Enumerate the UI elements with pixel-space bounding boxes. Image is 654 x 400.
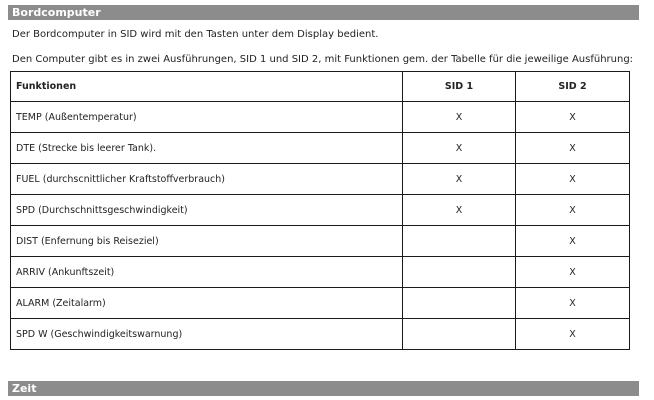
sid1-cell: X [403,133,516,164]
functions-table [10,71,630,350]
sid1-cell: X [403,195,516,226]
sid2-cell: X [516,102,630,133]
sid2-cell: X [516,195,630,226]
sid2-cell: X [516,257,630,288]
sid2-cell: X [516,133,630,164]
sid1-cell: X [403,102,516,133]
sid1-cell [403,288,516,319]
sid2-cell: X [516,226,630,257]
sid2-cell: X [516,319,630,350]
sid1-cell [403,226,516,257]
table-row [11,257,630,288]
function-cell: DIST (Enfernung bis Reiseziel) [11,226,403,257]
sid2-cell: X [516,164,630,195]
table-row [11,288,630,319]
sid2-cell: X [516,288,630,319]
function-cell: SPD (Durchschnittsgeschwindigkeit) [11,195,403,226]
column-header-sid2: SID 2 [516,72,630,102]
table-row [11,195,630,226]
table-row [11,102,630,133]
column-header-sid1: SID 1 [403,72,516,102]
intro-paragraph-1: Der Bordcomputer in SID wird mit den Tasten unter dem Display bedient. [12,29,379,40]
function-cell: ALARM (Zeitalarm) [11,288,403,319]
sid1-cell: X [403,164,516,195]
table-row [11,226,630,257]
function-cell: FUEL (durchscnittlicher Kraftstoffverbrauch) [11,164,403,195]
table-header-row [11,72,630,102]
table-row [11,164,630,195]
function-cell: DTE (Strecke bis leerer Tank). [11,133,403,164]
section-header-bordcomputer: Bordcomputer [8,5,639,20]
sid1-cell [403,257,516,288]
function-cell: TEMP (Außentemperatur) [11,102,403,133]
sid1-cell [403,319,516,350]
function-cell: SPD W (Geschwindigkeitswarnung) [11,319,403,350]
function-cell: ARRIV (Ankunftszeit) [11,257,403,288]
table-row [11,319,630,350]
section-header-zeit: Zeit [8,381,639,396]
table-row [11,133,630,164]
intro-paragraph-2: Den Computer gibt es in zwei Ausführungen, SID 1 und SID 2, mit Funktionen gem. der Tabelle für die jeweilige Ausführung: [12,54,634,65]
column-header-funktionen: Funktionen [11,72,403,102]
